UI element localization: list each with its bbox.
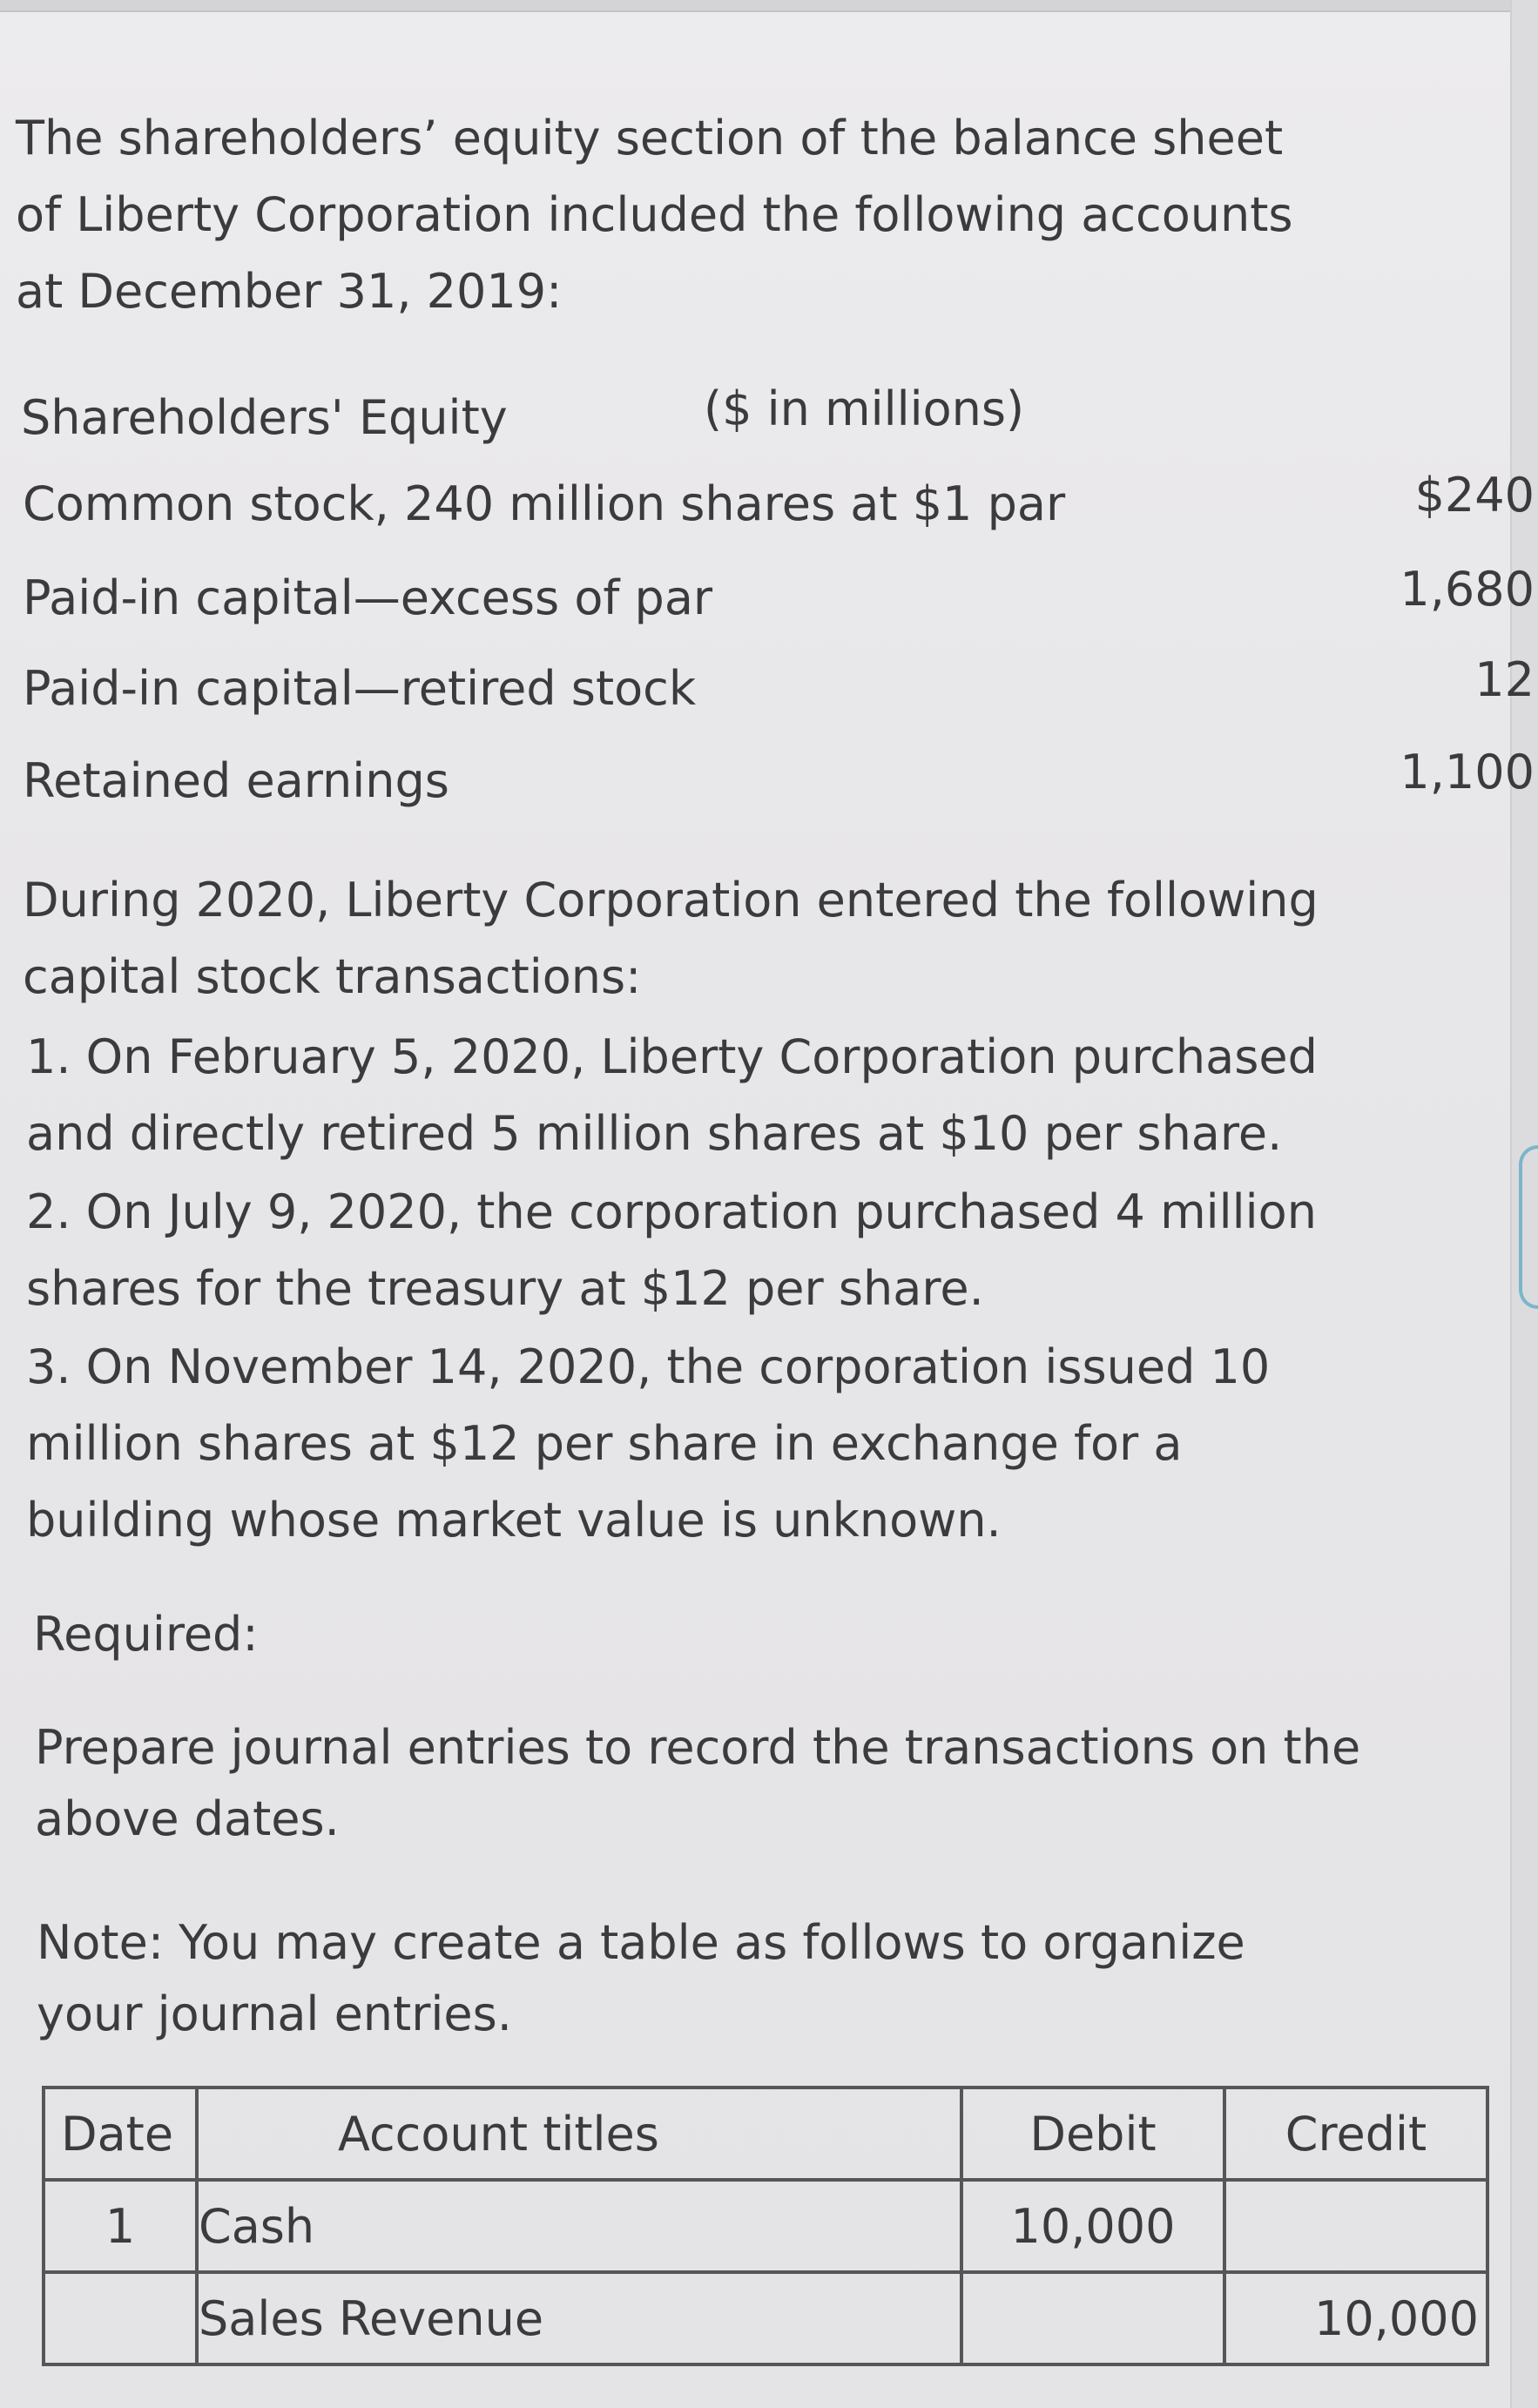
transaction-item: 2. On July 9, 2020, the corporation purchased 4 million shares for the treasury at $12 per share. [26,1184,1317,1316]
equity-units: ($ in millions) [704,381,1025,436]
header-credit: Credit [1224,2088,1487,2180]
answer-box-edge[interactable] [1519,1145,1538,1309]
intro-paragraph: The shareholders’ equity section of the balance sheet of Liberty Corporation included the following accounts at December 31, 2019: [16,111,1293,319]
row-date: 1 [44,2180,197,2272]
row-credit [1224,2180,1487,2272]
header-date: Date [44,2088,197,2180]
equity-row [23,468,1535,536]
required-instructions: Prepare journal entries to record the transactions on the above dates. [35,1720,1361,1846]
table-row [44,2272,1487,2364]
equity-row-amount: 1,100 [1400,745,1535,799]
row-account: Cash [197,2180,961,2272]
transaction-item: 3. On November 14, 2020, the corporation issued 10 million shares at $12 per share in exchange for a building whose market value is unknown. [26,1339,1271,1548]
equity-row-label: Paid-in capital—retired stock [23,661,697,716]
equity-row-label: Retained earnings [23,753,449,808]
equity-row-amount: 1,680 [1400,562,1535,617]
equity-row-amount: $240 [1414,468,1535,523]
equity-row-label: Common stock, 240 million shares at $1 par [23,476,1066,531]
transactions-intro: During 2020, Liberty Corporation entered the following capital stock transactions: [23,873,1319,1004]
row-credit: 10,000 [1224,2272,1487,2364]
equity-row-label: Paid-in capital—excess of par [23,570,713,625]
equity-row [23,745,1535,813]
equity-row-amount: 12 [1474,652,1535,707]
equity-row [23,652,1535,721]
equity-row [23,562,1535,631]
equity-title: Shareholders' Equity [21,390,508,445]
row-debit [961,2272,1224,2364]
header-debit: Debit [961,2088,1224,2180]
top-divider [0,0,1538,12]
transaction-item: 1. On February 5, 2020, Liberty Corporation purchased and directly retired 5 million shares at $10 per share. [26,1029,1318,1161]
table-row [44,2180,1487,2272]
required-heading: Required: [33,1607,259,1662]
row-account: Sales Revenue [197,2272,961,2364]
note-text: Note: You may create a table as follows to organize your journal entries. [37,1915,1245,2041]
journal-entry-table [42,2086,1489,2366]
row-date [44,2272,197,2364]
header-account-titles: Account titles [197,2088,961,2180]
table-header-row [44,2088,1487,2180]
row-debit: 10,000 [961,2180,1224,2272]
